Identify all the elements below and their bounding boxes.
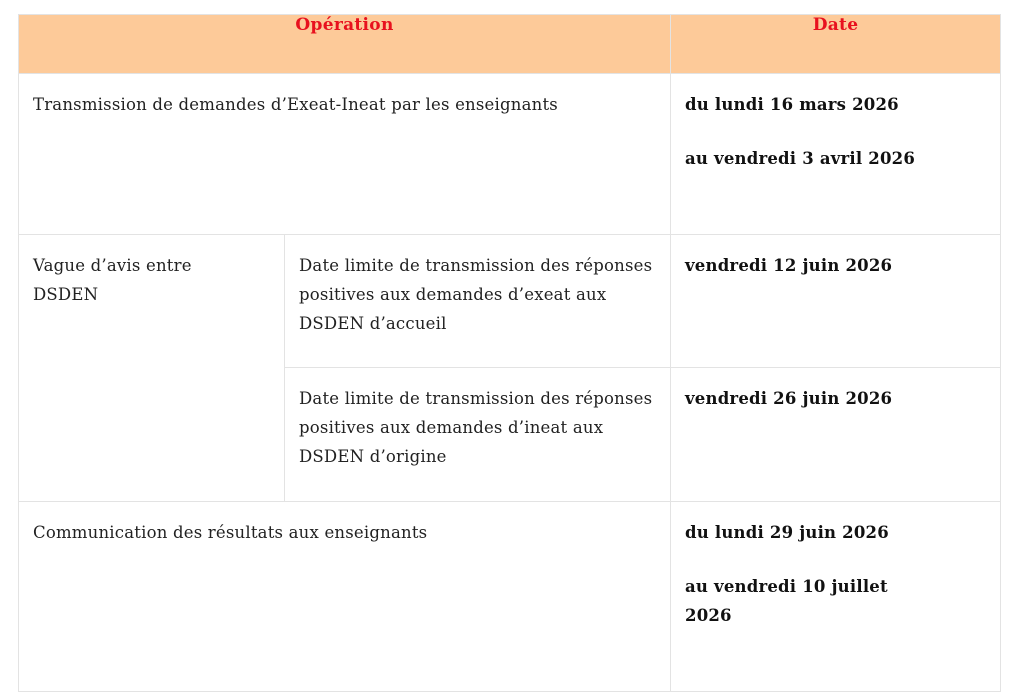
detail-text: Date limite de transmission des réponses positives aux demandes d’ineat aux DSDEN d’origine: [299, 389, 653, 466]
operation-cell: [19, 502, 671, 692]
detail-text: Date limite de transmission des réponses positives aux demandes d’exeat aux DSDEN d’accueil: [299, 256, 653, 333]
header-operation: Opération: [19, 15, 671, 74]
date-end: au vendredi 10 juillet 2026: [685, 577, 888, 625]
detail-cell: [285, 368, 671, 502]
table-row: [19, 74, 1001, 235]
date-value: vendredi 12 juin 2026: [685, 256, 893, 275]
operation-cell: [19, 74, 671, 235]
date-value: vendredi 26 juin 2026: [685, 389, 893, 408]
operation-text: Communication des résultats aux enseignants: [33, 523, 428, 542]
date-cell: [671, 368, 1001, 502]
date-cell: [671, 235, 1001, 368]
table-row: [19, 235, 1001, 368]
table-header-row: [19, 15, 1001, 74]
operation-text: Transmission de demandes d’Exeat-Ineat par les enseignants: [33, 95, 558, 114]
detail-cell: [285, 235, 671, 368]
date-start: du lundi 29 juin 2026: [685, 523, 889, 542]
header-date: Date: [671, 15, 1001, 74]
table-row: [19, 502, 1001, 692]
date-cell: [671, 74, 1001, 235]
group-text: Vague d’avis entre DSDEN: [33, 256, 192, 304]
date-end: au vendredi 3 avril 2026: [685, 149, 916, 168]
group-cell: [19, 235, 285, 502]
date-start: du lundi 16 mars 2026: [685, 95, 899, 114]
date-cell: [671, 502, 1001, 692]
schedule-table: [18, 14, 1001, 692]
